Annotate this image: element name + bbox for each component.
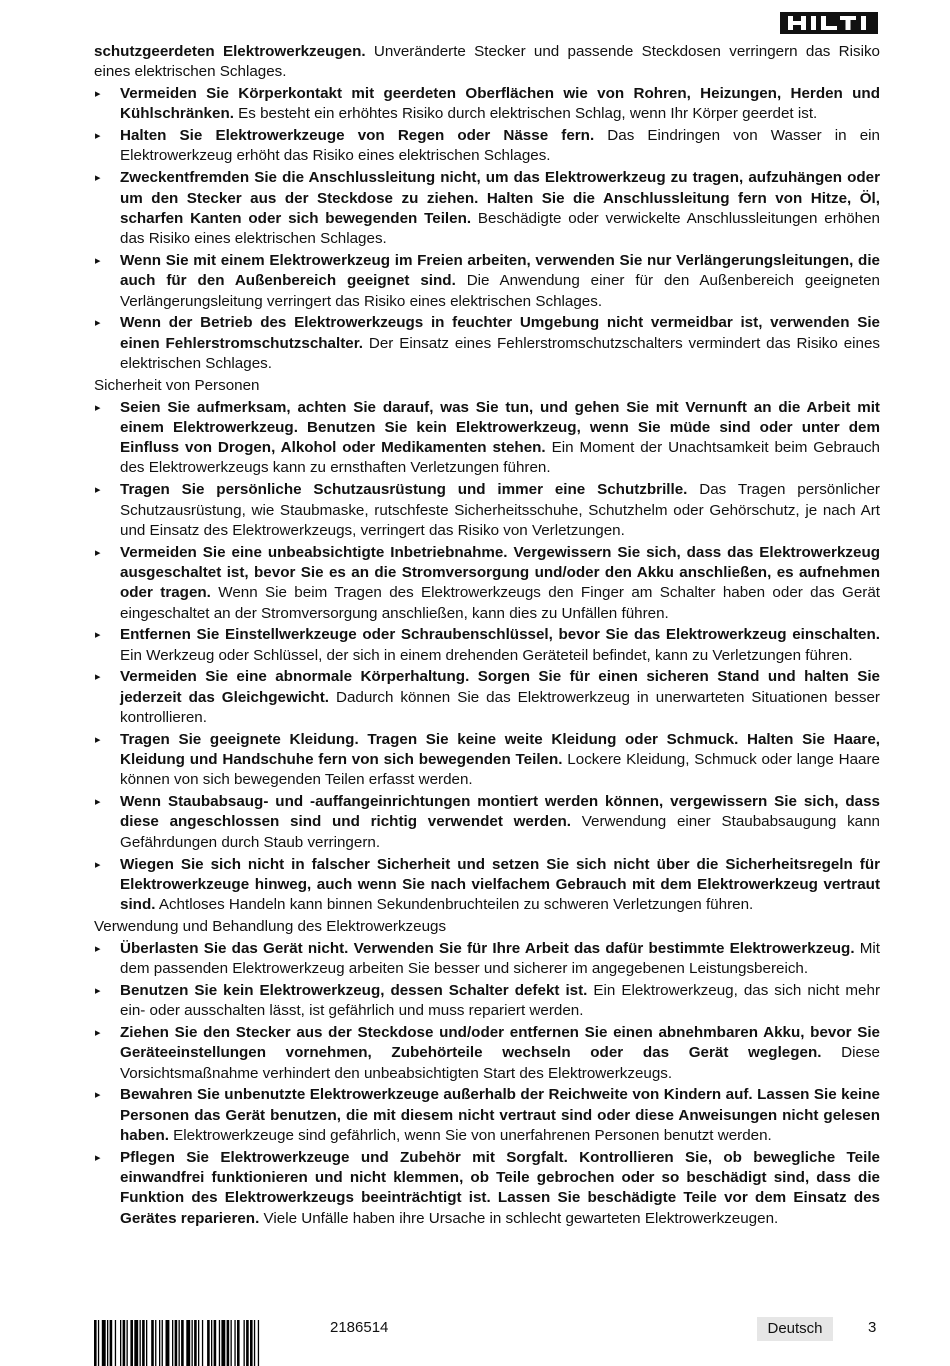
- triangle-bullet-icon: ▸: [95, 629, 101, 642]
- bullet-item: [94, 792, 880, 853]
- page-number: 3: [868, 1319, 877, 1336]
- triangle-bullet-icon: ▸: [95, 546, 101, 559]
- triangle-bullet-icon: ▸: [95, 1026, 101, 1039]
- paragraph: [94, 42, 880, 83]
- bold-text: Seien Sie aufmerksam, achten Sie darauf, was Sie tun, und gehen Sie mit Vernunft an die Arbeit mit einem Elektrowerkzeug. Benutzen Sie kein Elektrowerkzeug, wenn Sie müde sind oder unter dem Einfluss von Drogen, Alkohol oder Medikamenten stehen.: [120, 398, 880, 457]
- document-number: 2186514: [330, 1319, 389, 1336]
- bold-text: Zweckentfremden Sie die Anschlussleitung nicht, um das Elektrowerkzeug zu tragen, aufzuhängen oder um den Stecker aus der Steckdose zu ziehen. Halten Sie die Anschlussleitung fern von Hitze, Öl, scharfen Kanten oder sich bewegenden Teilen.: [120, 169, 880, 227]
- section-heading: [94, 917, 880, 937]
- bold-text: schutzgeerdeten Elektrowerkzeugen.: [94, 43, 366, 60]
- bold-text: Bewahren Sie unbenutzte Elektrowerkzeuge außerhalb der Reichweite von Kindern auf. Lassen Sie keine Personen das Gerät benutzen, die mit diesem nicht vertraut sind oder diese Anweisungen nicht gelesen haben.: [120, 1086, 880, 1144]
- body-text: Viele Unfälle haben ihre Ursache in schlecht gewarteten Elektrowerkzeugen.: [259, 1209, 779, 1227]
- bold-text: Vermeiden Sie eine abnormale Körperhaltung. Sorgen Sie für einen sicheren Stand und halten Sie jederzeit das Gleichgewicht.: [120, 668, 880, 706]
- bullet-item: [94, 168, 880, 249]
- body-text: Elektrowerkzeuge sind gefährlich, wenn Sie von unerfahrenen Personen benutzt werden.: [168, 1126, 772, 1144]
- bold-text: Wenn Sie mit einem Elektrowerkzeug im Freien arbeiten, verwenden Sie nur Verlängerungsleitungen, die auch für den Außenbereich geeignet sind.: [120, 251, 880, 290]
- triangle-bullet-icon: ▸: [95, 484, 101, 497]
- bold-text: Tragen Sie geeignete Kleidung. Tragen Sie keine weite Kleidung oder Schmuck. Halten Sie Haare, Kleidung und Handschuhe fern von sich bewegenden Teilen.: [120, 730, 880, 769]
- bullet-item: [94, 398, 880, 479]
- triangle-bullet-icon: ▸: [95, 796, 101, 809]
- bold-text: Tragen Sie persönliche Schutzausrüstung und immer eine Schutzbrille.: [120, 481, 688, 499]
- triangle-bullet-icon: ▸: [95, 671, 101, 684]
- bullet-item: [94, 251, 880, 312]
- triangle-bullet-icon: ▸: [95, 733, 101, 746]
- document-body: [94, 42, 880, 1230]
- bullet-item: [94, 480, 880, 541]
- page-footer: [0, 1310, 950, 1366]
- section-heading: [94, 376, 880, 396]
- body-text: Das Eindringen von Wasser in ein Elektrowerkzeug erhöht das Risiko eines elektrischen Schlages.: [120, 127, 880, 165]
- bullet-item: [94, 625, 880, 666]
- barcode: [94, 1320, 318, 1366]
- bold-text: Ziehen Sie den Stecker aus der Steckdose und/oder entfernen Sie einen abnehmbaren Akku, bevor Sie Geräteeinstellungen vornehmen, Zubehörteile wechseln oder das Gerät weglegen.: [120, 1023, 880, 1062]
- body-text: Ein Moment der Unachtsamkeit beim Gebrauch des Elektrowerkzeugs kann zu ernsthaften Verletzungen führen.: [120, 439, 880, 477]
- triangle-bullet-icon: ▸: [95, 858, 101, 871]
- language-badge: Deutsch: [757, 1317, 833, 1341]
- bullet-item: [94, 1023, 880, 1084]
- bullet-item: [94, 981, 880, 1022]
- triangle-bullet-icon: ▸: [95, 130, 101, 143]
- bold-text: Benutzen Sie kein Elektrowerkzeug, dessen Schalter defekt ist.: [120, 981, 588, 999]
- triangle-bullet-icon: ▸: [95, 317, 101, 330]
- bullet-item: [94, 855, 880, 916]
- hilti-logo: [780, 12, 878, 34]
- body-text: Wenn Sie beim Tragen des Elektrowerkzeugs den Finger am Schalter haben oder das Gerät eingeschaltet an der Stromversorgung anschließen, kann dies zu Unfällen führen.: [120, 584, 880, 622]
- triangle-bullet-icon: ▸: [95, 401, 101, 414]
- bullet-item: [94, 126, 880, 167]
- triangle-bullet-icon: ▸: [95, 1151, 101, 1164]
- heading-text: Verwendung und Behandlung des Elektrowerkzeugs: [94, 918, 447, 936]
- body-text: Das Tragen persönlicher Schutzausrüstung, wie Staubmaske, rutschfeste Sicherheitsschuhe, Schutzhelm oder Gehörschutz, je nach Art und Einsatz des Elektrowerkzeugs, verringert das Risiko von Verletzungen.: [120, 481, 880, 539]
- triangle-bullet-icon: ▸: [95, 88, 101, 101]
- bullet-item: [94, 543, 880, 624]
- bullet-item: [94, 1148, 880, 1229]
- body-text: Achtloses Handeln kann binnen Sekundenbruchteilen zu schweren Verletzungen führen.: [155, 896, 754, 914]
- bold-text: Halten Sie Elektrowerkzeuge von Regen oder Nässe fern.: [120, 127, 595, 145]
- body-text: Ein Elektrowerkzeug, das sich nicht mehr ein- oder ausschalten lässt, ist gefährlich und muss repariert werden.: [120, 981, 880, 1020]
- body-text: Mit dem passenden Elektrowerkzeug arbeiten Sie besser und sicherer im angegebenen Leistungsbereich.: [120, 939, 881, 978]
- body-text: Beschädigte oder verwickelte Anschlussleitungen erhöhen das Risiko eines elektrischen Schlages.: [120, 209, 880, 248]
- body-text: Diese Vorsichtsmaßnahme verhindert den unbeabsichtigten Start des Elektrowerkzeugs.: [120, 1044, 880, 1082]
- bullet-item: [94, 939, 880, 980]
- body-text: Die Anwendung einer für den Außenbereich geeigneten Verlängerungsleitung verringert das Risiko eines elektrischen Schlages.: [120, 272, 880, 310]
- body-text: Unveränderte Stecker und passende Steckdosen verringern das Risiko eines elektrischen Schlages.: [94, 43, 880, 81]
- bold-text: Wenn der Betrieb des Elektrowerkzeugs in feuchter Umgebung nicht vermeidbar ist, verwenden Sie einen Fehlerstromschutzschalter.: [120, 314, 880, 352]
- body-text: Verwendung einer Staubabsaugung kann Gefährdungen durch Staub verringern.: [120, 813, 880, 851]
- body-text: Lockere Kleidung, Schmuck oder lange Haare können von sich bewegenden Teilen erfasst werden.: [120, 751, 880, 789]
- triangle-bullet-icon: ▸: [95, 1089, 101, 1102]
- bullet-item: [94, 730, 880, 791]
- heading-text: Sicherheit von Personen: [94, 377, 260, 395]
- body-text: Ein Werkzeug oder Schlüssel, der sich in einem drehenden Geräteteil befindet, kann zu Verletzungen führen.: [120, 646, 853, 664]
- bold-text: Vermeiden Sie eine unbeabsichtigte Inbetriebnahme. Vergewissern Sie sich, dass das Elektrowerkzeug ausgeschaltet ist, bevor Sie es an die Stromversorgung und/oder den Akku anschließen, es aufnehmen oder tragen.: [120, 543, 880, 602]
- triangle-bullet-icon: ▸: [95, 254, 101, 267]
- bullet-item: [94, 667, 880, 728]
- body-text: Es besteht ein erhöhtes Risiko durch elektrischen Schlag, wenn Ihr Körper geerdet ist.: [233, 105, 818, 123]
- triangle-bullet-icon: ▸: [95, 984, 101, 997]
- bullet-item: [94, 1085, 880, 1146]
- triangle-bullet-icon: ▸: [95, 942, 101, 955]
- bullet-item: [94, 84, 880, 125]
- triangle-bullet-icon: ▸: [95, 172, 101, 185]
- bold-text: Wiegen Sie sich nicht in falscher Sicherheit und setzen Sie sich nicht über die Sicherheitsregeln für Elektrowerkzeuge hinweg, auch wenn Sie nach vielfachem Gebrauch mit dem Elektrowerkzeug vertraut sind.: [120, 855, 880, 914]
- body-text: Der Einsatz eines Fehlerstromschutzschalters vermindert das Risiko eines elektrischen Schlages.: [120, 334, 880, 372]
- body-text: Dadurch können Sie das Elektrowerkzeug in unerwarteten Situationen besser kontrollieren.: [120, 688, 880, 726]
- bold-text: Überlasten Sie das Gerät nicht. Verwenden Sie für Ihre Arbeit das dafür bestimmte Elektrowerkzeug.: [120, 939, 855, 957]
- bullet-item: [94, 313, 880, 374]
- bold-text: Entfernen Sie Einstellwerkzeuge oder Schraubenschlüssel, bevor Sie das Elektrowerkzeug einschalten.: [120, 626, 880, 644]
- bold-text: Pflegen Sie Elektrowerkzeuge und Zubehör mit Sorgfalt. Kontrollieren Sie, ob bewegliche Teile einwandfrei funktionieren und nicht klemmen, ob Teile gebrochen oder so beschädigt sind, dass die Funktion des Elektrowerkzeugs beeinträchtigt ist. Lassen Sie beschädigte Teile vor dem Einsatz des Gerätes reparieren.: [120, 1148, 880, 1227]
- bold-text: Vermeiden Sie Körperkontakt mit geerdeten Oberflächen wie von Rohren, Heizungen, Herden und Kühlschränken.: [120, 85, 880, 123]
- bold-text: Wenn Staubabsaug- und -auffangeinrichtungen montiert werden können, vergewissern Sie sich, dass diese angeschlossen sind und richtig verwendet werden.: [120, 793, 880, 831]
